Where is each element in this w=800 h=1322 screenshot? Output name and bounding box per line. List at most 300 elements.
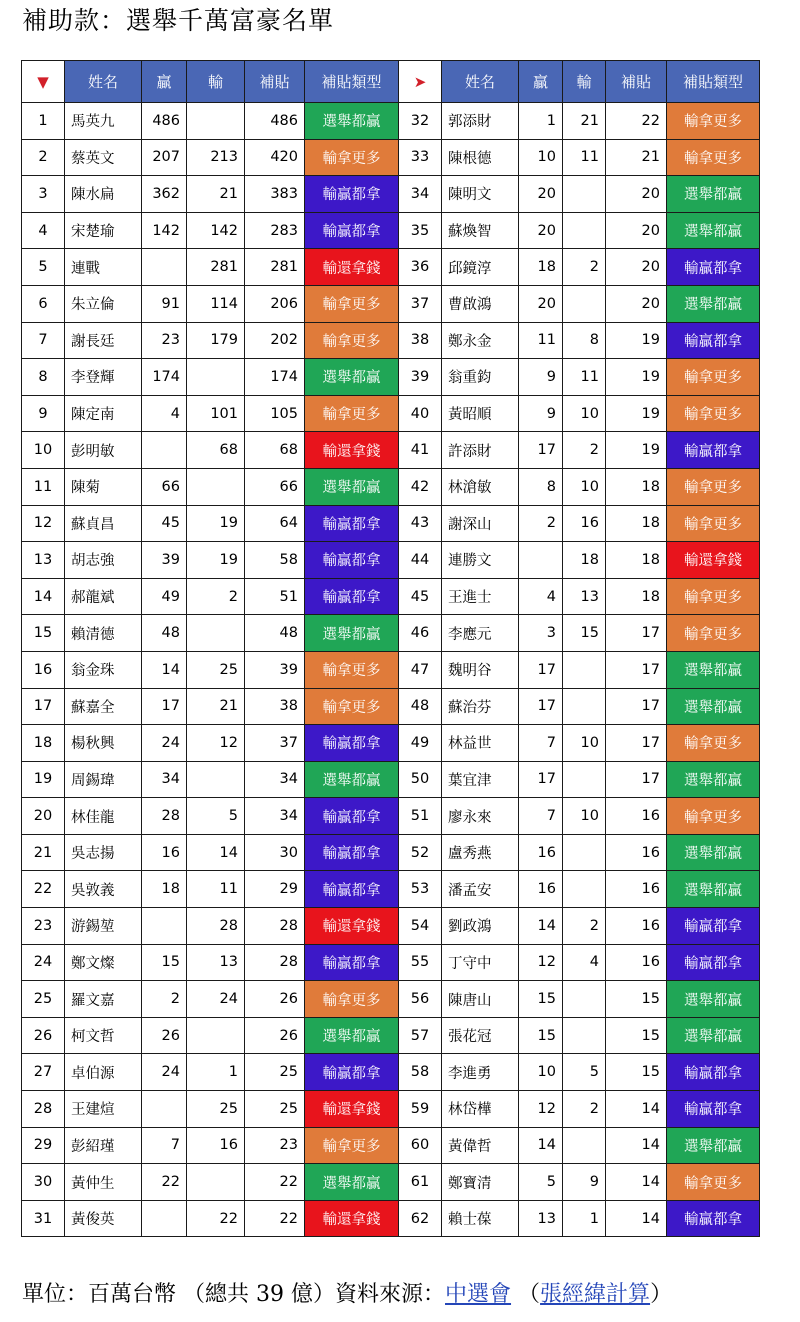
subsidy-value: 19: [606, 432, 667, 469]
win-value: 10: [519, 1054, 563, 1091]
subsidy-value: 26: [245, 981, 305, 1018]
subsidy-value: 14: [606, 1164, 667, 1201]
subsidy-type: 輸拿更多: [667, 103, 760, 140]
win-value: 23: [142, 322, 187, 359]
subsidy-type: 輸還拿錢: [305, 249, 399, 286]
source-label: 資料來源：: [335, 1282, 446, 1307]
lose-value: 2: [563, 908, 606, 945]
header-name: 姓名: [65, 61, 142, 103]
subsidy-value: 39: [245, 651, 305, 688]
table-row: [22, 542, 760, 579]
lose-value: [563, 761, 606, 798]
row-number: 16: [22, 651, 65, 688]
subsidy-value: 25: [245, 1091, 305, 1128]
subsidy-type: 輸贏都拿: [305, 871, 399, 908]
candidate-name: 陳根德: [442, 139, 519, 176]
win-value: 11: [519, 322, 563, 359]
lose-value: [187, 1164, 245, 1201]
subsidy-type: 選舉都贏: [305, 103, 399, 140]
subsidy-value: 486: [245, 103, 305, 140]
row-number: 55: [399, 944, 442, 981]
win-value: [142, 1091, 187, 1128]
candidate-name: 張花冠: [442, 1017, 519, 1054]
candidate-name: 朱立倫: [65, 285, 142, 322]
win-value: 4: [142, 395, 187, 432]
row-number: 17: [22, 688, 65, 725]
win-value: 14: [519, 908, 563, 945]
win-value: 48: [142, 615, 187, 652]
subsidy-type: 輸贏都拿: [305, 542, 399, 579]
row-number: 62: [399, 1200, 442, 1237]
win-value: 66: [142, 468, 187, 505]
subsidy-type: 輸還拿錢: [667, 542, 760, 579]
table-header-row: [22, 61, 760, 103]
subsidy-type: 輸拿更多: [305, 1127, 399, 1164]
candidate-name: 李進勇: [442, 1054, 519, 1091]
row-number: 37: [399, 285, 442, 322]
table-row: [22, 1017, 760, 1054]
candidate-name: 羅文嘉: [65, 981, 142, 1018]
subsidy-type: 輸拿更多: [667, 505, 760, 542]
subsidy-type: 輸還拿錢: [305, 1091, 399, 1128]
win-value: 7: [142, 1127, 187, 1164]
subsidy-value: 15: [606, 1054, 667, 1091]
candidate-name: 翁重鈞: [442, 359, 519, 396]
candidate-name: 黃仲生: [65, 1164, 142, 1201]
lose-value: 101: [187, 395, 245, 432]
subsidy-type: 輸拿更多: [305, 322, 399, 359]
candidate-name: 柯文哲: [65, 1017, 142, 1054]
subsidy-value: 174: [245, 359, 305, 396]
candidate-name: 卓伯源: [65, 1054, 142, 1091]
win-value: 16: [519, 871, 563, 908]
lose-value: 11: [187, 871, 245, 908]
lose-value: 4: [563, 944, 606, 981]
candidate-name: 胡志強: [65, 542, 142, 579]
candidate-name: 林滄敏: [442, 468, 519, 505]
subsidy-type: 輸拿更多: [667, 615, 760, 652]
candidate-name: 王建煊: [65, 1091, 142, 1128]
lose-value: 16: [187, 1127, 245, 1164]
lose-value: [187, 761, 245, 798]
lose-value: 2: [187, 578, 245, 615]
subsidy-value: 420: [245, 139, 305, 176]
subsidy-value: 20: [606, 249, 667, 286]
table-row: [22, 981, 760, 1018]
subsidy-type: 輸贏都拿: [667, 322, 760, 359]
win-value: 2: [142, 981, 187, 1018]
table-row: [22, 725, 760, 762]
table-row: [22, 249, 760, 286]
subsidy-value: 22: [245, 1164, 305, 1201]
candidate-name: 林佳龍: [65, 798, 142, 835]
subsidy-value: 34: [245, 761, 305, 798]
sort-arrow-icon[interactable]: ➤: [399, 61, 442, 103]
win-value: [142, 249, 187, 286]
header-lose: 輸: [563, 61, 606, 103]
subsidy-type: 選舉都贏: [305, 468, 399, 505]
row-number: 27: [22, 1054, 65, 1091]
subsidy-type: 輸還拿錢: [305, 908, 399, 945]
subsidy-value: 18: [606, 542, 667, 579]
row-number: 30: [22, 1164, 65, 1201]
subsidy-value: 206: [245, 285, 305, 322]
win-value: 9: [519, 395, 563, 432]
lose-value: 19: [187, 505, 245, 542]
win-value: 12: [519, 1091, 563, 1128]
win-value: 17: [519, 761, 563, 798]
subsidy-value: 16: [606, 908, 667, 945]
sort-arrow-icon[interactable]: ▼: [22, 61, 65, 103]
subsidy-value: 15: [606, 981, 667, 1018]
win-value: 24: [142, 725, 187, 762]
win-value: 5: [519, 1164, 563, 1201]
subsidy-type: 輸贏都拿: [667, 1200, 760, 1237]
win-value: [142, 432, 187, 469]
lose-value: 1: [563, 1200, 606, 1237]
subsidy-value: 19: [606, 359, 667, 396]
row-number: 23: [22, 908, 65, 945]
win-value: 49: [142, 578, 187, 615]
subsidy-type: 輸贏都拿: [667, 944, 760, 981]
subsidy-type: 輸贏都拿: [305, 212, 399, 249]
candidate-name: 陳水扁: [65, 176, 142, 213]
subsidy-value: 66: [245, 468, 305, 505]
subsidy-value: 283: [245, 212, 305, 249]
table-row: [22, 432, 760, 469]
header-type: 補貼類型: [305, 61, 399, 103]
subsidy-value: 281: [245, 249, 305, 286]
row-number: 35: [399, 212, 442, 249]
subsidy-value: 14: [606, 1091, 667, 1128]
lose-value: 1: [187, 1054, 245, 1091]
win-value: 20: [519, 212, 563, 249]
win-value: 20: [519, 176, 563, 213]
lose-value: 10: [563, 395, 606, 432]
lose-value: 2: [563, 432, 606, 469]
lose-value: 10: [563, 798, 606, 835]
lose-value: [187, 615, 245, 652]
lose-value: [563, 651, 606, 688]
row-number: 19: [22, 761, 65, 798]
subsidy-value: 48: [245, 615, 305, 652]
candidate-name: 游錫堃: [65, 908, 142, 945]
row-number: 25: [22, 981, 65, 1018]
row-number: 43: [399, 505, 442, 542]
row-number: 29: [22, 1127, 65, 1164]
table-row: [22, 322, 760, 359]
subsidy-value: 18: [606, 468, 667, 505]
page-title: 補助款：選舉千萬富豪名單: [22, 6, 335, 35]
lose-value: 142: [187, 212, 245, 249]
lose-value: [187, 359, 245, 396]
candidate-name: 邱鏡淳: [442, 249, 519, 286]
subsidy-type: 輸贏都拿: [667, 1054, 760, 1091]
row-number: 12: [22, 505, 65, 542]
row-number: 18: [22, 725, 65, 762]
win-value: 45: [142, 505, 187, 542]
row-number: 22: [22, 871, 65, 908]
candidate-name: 林益世: [442, 725, 519, 762]
candidate-name: 陳菊: [65, 468, 142, 505]
lose-value: [563, 871, 606, 908]
win-value: 26: [142, 1017, 187, 1054]
row-number: 11: [22, 468, 65, 505]
row-number: 41: [399, 432, 442, 469]
subsidy-value: 19: [606, 322, 667, 359]
subsidy-value: 51: [245, 578, 305, 615]
candidate-name: 曹啟鴻: [442, 285, 519, 322]
subsidy-type: 輸拿更多: [305, 139, 399, 176]
candidate-name: 馬英九: [65, 103, 142, 140]
subsidy-value: 16: [606, 834, 667, 871]
subsidy-value: 26: [245, 1017, 305, 1054]
subsidy-type: 選舉都贏: [305, 615, 399, 652]
row-number: 48: [399, 688, 442, 725]
candidate-name: 李應元: [442, 615, 519, 652]
table-row: [22, 1200, 760, 1237]
subsidy-type: 輸拿更多: [305, 688, 399, 725]
candidate-name: 蔡英文: [65, 139, 142, 176]
table-row: [22, 285, 760, 322]
lose-value: 12: [187, 725, 245, 762]
row-number: 5: [22, 249, 65, 286]
subsidy-value: 17: [606, 615, 667, 652]
win-value: 10: [519, 139, 563, 176]
calc-link[interactable]: 張經緯計算: [540, 1282, 651, 1307]
win-value: 28: [142, 798, 187, 835]
subsidy-value: 23: [245, 1127, 305, 1164]
win-value: 18: [519, 249, 563, 286]
lose-value: 2: [563, 249, 606, 286]
candidate-name: 鄭文燦: [65, 944, 142, 981]
lose-value: 8: [563, 322, 606, 359]
row-number: 32: [399, 103, 442, 140]
row-number: 28: [22, 1091, 65, 1128]
subsidy-table: [21, 60, 760, 1237]
lose-value: [187, 468, 245, 505]
row-number: 56: [399, 981, 442, 1018]
row-number: 15: [22, 615, 65, 652]
subsidy-value: 68: [245, 432, 305, 469]
table-row: [22, 688, 760, 725]
lose-value: [563, 688, 606, 725]
subsidy-type: 輸拿更多: [667, 1164, 760, 1201]
subsidy-type: 輸贏都拿: [305, 1054, 399, 1091]
row-number: 61: [399, 1164, 442, 1201]
lose-value: 11: [563, 359, 606, 396]
lose-value: 28: [187, 908, 245, 945]
row-number: 52: [399, 834, 442, 871]
header-subsidy: 補貼: [245, 61, 305, 103]
win-value: 17: [519, 432, 563, 469]
subsidy-value: 29: [245, 871, 305, 908]
subsidy-value: 58: [245, 542, 305, 579]
win-value: 91: [142, 285, 187, 322]
win-value: 17: [519, 688, 563, 725]
subsidy-type: 輸贏都拿: [305, 176, 399, 213]
lose-value: 5: [563, 1054, 606, 1091]
lose-value: 18: [563, 542, 606, 579]
table-row: [22, 395, 760, 432]
table-row: [22, 1164, 760, 1201]
table-row: [22, 103, 760, 140]
candidate-name: 劉政鴻: [442, 908, 519, 945]
candidate-name: 宋楚瑜: [65, 212, 142, 249]
lose-value: 15: [563, 615, 606, 652]
lose-value: 68: [187, 432, 245, 469]
lose-value: 11: [563, 139, 606, 176]
subsidy-type: 輸拿更多: [667, 468, 760, 505]
subsidy-type: 輸贏都拿: [667, 432, 760, 469]
footer: [22, 1280, 672, 1310]
subsidy-value: 30: [245, 834, 305, 871]
subsidy-type: 輸拿更多: [667, 798, 760, 835]
lose-value: [563, 981, 606, 1018]
row-number: 40: [399, 395, 442, 432]
row-number: 4: [22, 212, 65, 249]
win-value: 16: [142, 834, 187, 871]
candidate-name: 林岱樺: [442, 1091, 519, 1128]
row-number: 10: [22, 432, 65, 469]
table-row: [22, 176, 760, 213]
lose-value: [563, 285, 606, 322]
lose-value: 2: [563, 1091, 606, 1128]
subsidy-value: 22: [245, 1200, 305, 1237]
subsidy-value: 18: [606, 505, 667, 542]
row-number: 53: [399, 871, 442, 908]
row-number: 39: [399, 359, 442, 396]
win-value: 16: [519, 834, 563, 871]
subsidy-type: 選舉都贏: [305, 1017, 399, 1054]
header-subsidy: 補貼: [606, 61, 667, 103]
subsidy-type: 選舉都贏: [305, 359, 399, 396]
subsidy-value: 18: [606, 578, 667, 615]
table-row: [22, 944, 760, 981]
lose-value: 21: [187, 176, 245, 213]
row-number: 60: [399, 1127, 442, 1164]
subsidy-value: 14: [606, 1200, 667, 1237]
header-win: 贏: [519, 61, 563, 103]
candidate-name: 彭紹瑾: [65, 1127, 142, 1164]
subsidy-type: 輸拿更多: [667, 139, 760, 176]
row-number: 51: [399, 798, 442, 835]
unit-note: 單位：百萬台幣: [22, 1282, 177, 1307]
win-value: 22: [142, 1164, 187, 1201]
subsidy-value: 38: [245, 688, 305, 725]
candidate-name: 陳唐山: [442, 981, 519, 1018]
win-value: 207: [142, 139, 187, 176]
total-note: （總共 39 億）: [183, 1282, 335, 1307]
table-row: [22, 212, 760, 249]
win-value: 486: [142, 103, 187, 140]
win-value: 7: [519, 725, 563, 762]
subsidy-type: 選舉都贏: [305, 761, 399, 798]
table-row: [22, 468, 760, 505]
subsidy-type: 輸贏都拿: [667, 908, 760, 945]
win-value: 362: [142, 176, 187, 213]
lose-value: 14: [187, 834, 245, 871]
table-row: [22, 1054, 760, 1091]
row-number: 45: [399, 578, 442, 615]
header-name: 姓名: [442, 61, 519, 103]
subsidy-value: 202: [245, 322, 305, 359]
subsidy-value: 19: [606, 395, 667, 432]
table-row: [22, 1091, 760, 1128]
subsidy-value: 105: [245, 395, 305, 432]
lose-value: 5: [187, 798, 245, 835]
candidate-name: 陳明文: [442, 176, 519, 213]
lose-value: [563, 176, 606, 213]
row-number: 50: [399, 761, 442, 798]
win-value: 24: [142, 1054, 187, 1091]
subsidy-type: 輸贏都拿: [667, 249, 760, 286]
candidate-name: 蘇貞昌: [65, 505, 142, 542]
win-value: 174: [142, 359, 187, 396]
source-link[interactable]: 中選會: [445, 1282, 512, 1307]
table-row: [22, 834, 760, 871]
subsidy-type: 輸拿更多: [305, 651, 399, 688]
subsidy-value: 34: [245, 798, 305, 835]
lose-value: 10: [563, 468, 606, 505]
subsidy-type: 輸拿更多: [667, 578, 760, 615]
candidate-name: 丁守中: [442, 944, 519, 981]
row-number: 1: [22, 103, 65, 140]
candidate-name: 黃偉哲: [442, 1127, 519, 1164]
row-number: 57: [399, 1017, 442, 1054]
lose-value: 13: [563, 578, 606, 615]
win-value: 2: [519, 505, 563, 542]
lose-value: 24: [187, 981, 245, 1018]
win-value: 15: [519, 1017, 563, 1054]
candidate-name: 蘇治芬: [442, 688, 519, 725]
row-number: 3: [22, 176, 65, 213]
table-row: [22, 505, 760, 542]
candidate-name: 吳敦義: [65, 871, 142, 908]
win-value: 20: [519, 285, 563, 322]
subsidy-type: 選舉都贏: [667, 871, 760, 908]
win-value: 17: [142, 688, 187, 725]
row-number: 38: [399, 322, 442, 359]
table-row: [22, 578, 760, 615]
subsidy-value: 17: [606, 688, 667, 725]
row-number: 47: [399, 651, 442, 688]
table-row: [22, 761, 760, 798]
subsidy-type: 輸贏都拿: [305, 578, 399, 615]
win-value: [142, 908, 187, 945]
subsidy-type: 選舉都贏: [667, 651, 760, 688]
row-number: 24: [22, 944, 65, 981]
candidate-name: 李登輝: [65, 359, 142, 396]
subsidy-type: 輸還拿錢: [305, 1200, 399, 1237]
row-number: 54: [399, 908, 442, 945]
candidate-name: 魏明谷: [442, 651, 519, 688]
candidate-name: 賴士葆: [442, 1200, 519, 1237]
table-row: [22, 908, 760, 945]
subsidy-type: 輸拿更多: [667, 395, 760, 432]
lose-value: 25: [187, 1091, 245, 1128]
subsidy-value: 16: [606, 871, 667, 908]
lose-value: [563, 212, 606, 249]
table-row: [22, 1127, 760, 1164]
table-row: [22, 615, 760, 652]
row-number: 21: [22, 834, 65, 871]
subsidy-value: 17: [606, 761, 667, 798]
subsidy-value: 16: [606, 944, 667, 981]
candidate-name: 廖永來: [442, 798, 519, 835]
lose-value: 213: [187, 139, 245, 176]
calc-open: （: [518, 1282, 541, 1307]
